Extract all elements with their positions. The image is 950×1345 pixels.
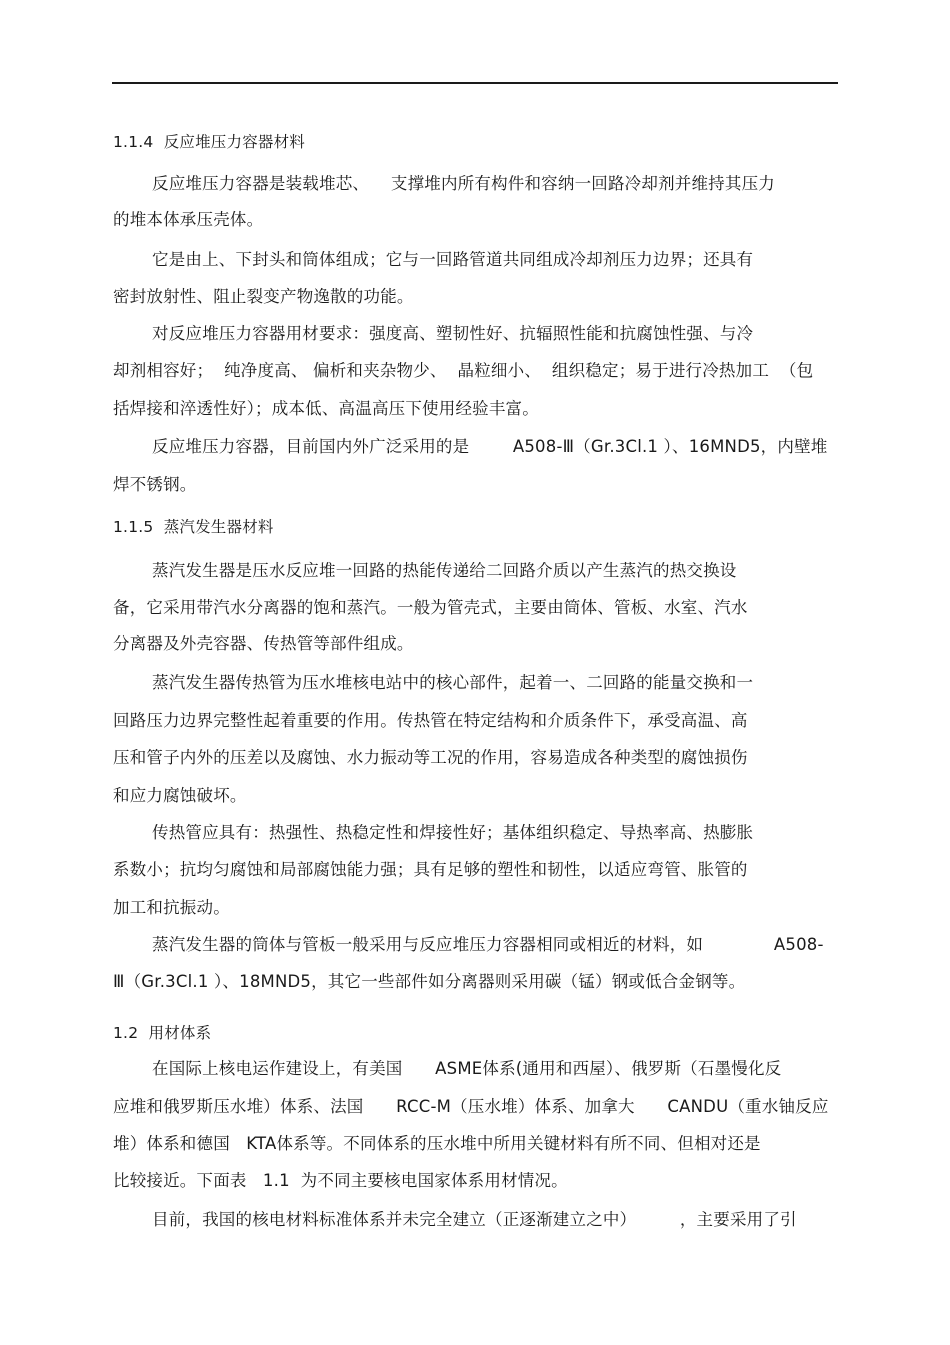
paragraph-line: 目前，我国的核电材料标准体系并未完全建立（正逐渐建立之中） ，主要采用了引 [152, 1210, 797, 1229]
paragraph-line: 应堆和俄罗斯压水堆）体系、法国 RCC-M（压水堆）体系、加拿大 CANDU（重水铀反应 [113, 1097, 829, 1116]
paragraph-line: 反应堆压力容器是装载堆芯、 支撑堆内所有构件和容纳一回路冷却剂并维持其压力 [152, 174, 775, 193]
paragraph-line: 对反应堆压力容器用材要求：强度高、塑韧性好、抗辐照性能和抗腐蚀性强、与冷 [152, 324, 754, 343]
section-heading-1-1-4: 1.1.4 反应堆压力容器材料 [113, 133, 305, 151]
paragraph-line: 分离器及外壳容器、传热管等部件组成。 [113, 634, 414, 653]
paragraph-line: 焊不锈钢。 [113, 475, 197, 494]
paragraph-line: 比较接近。下面表 1.1 为不同主要核电国家体系用材情况。 [113, 1171, 568, 1190]
section-heading-1-1-5: 1.1.5 蒸汽发生器材料 [113, 518, 274, 536]
paragraph-line: 加工和抗振动。 [113, 898, 230, 917]
paragraph-line: 反应堆压力容器，目前国内外广泛采用的是 A508-Ⅲ（Gr.3Cl.1 ）、16MND5，内壁堆 [152, 437, 828, 456]
paragraph-line: 系数小；抗均匀腐蚀和局部腐蚀能力强；具有足够的塑性和韧性，以适应弯管、胀管的 [113, 860, 748, 879]
header-rule [112, 82, 838, 84]
paragraph-line: 和应力腐蚀破坏。 [113, 786, 247, 805]
paragraph-line: 备，它采用带汽水分离器的饱和蒸汽。一般为管壳式，主要由筒体、管板、水室、汽水 [113, 598, 748, 617]
paragraph-line: 压和管子内外的压差以及腐蚀、水力振动等工况的作用，容易造成各种类型的腐蚀损伤 [113, 748, 748, 767]
paragraph-line: 蒸汽发生器是压水反应堆一回路的热能传递给二回路介质以产生蒸汽的热交换设 [152, 561, 737, 580]
paragraph-line: 传热管应具有：热强性、热稳定性和焊接性好；基体组织稳定、导热率高、热膨胀 [152, 823, 754, 842]
paragraph-line: 回路压力边界完整性起着重要的作用。传热管在特定结构和介质条件下，承受高温、高 [113, 711, 748, 730]
paragraph-line: 在国际上核电运作建设上，有美国 ASME体系(通用和西屋）、俄罗斯（石墨慢化反 [152, 1059, 782, 1078]
paragraph-line: 括焊接和淬透性好）；成本低、高温高压下使用经验丰富。 [113, 399, 539, 418]
paragraph-line: 蒸汽发生器的筒体与管板一般采用与反应堆压力容器相同或相近的材料，如 A508- [152, 935, 824, 954]
section-heading-1-2: 1.2 用材体系 [113, 1024, 212, 1042]
paragraph-line: Ⅲ（Gr.3Cl.1 ）、18MND5，其它一些部件如分离器则采用碳（锰）钢或低合金钢等。 [113, 972, 746, 991]
paragraph-line: 密封放射性、阻止裂变产物逸散的功能。 [113, 287, 414, 306]
paragraph-line: 却剂相容好； 纯净度高、 偏析和夹杂物少、 晶粒细小、 组织稳定；易于进行冷热加工 （包 [113, 361, 814, 380]
paragraph-line: 蒸汽发生器传热管为压水堆核电站中的核心部件，起着一、二回路的能量交换和一 [152, 673, 754, 692]
paragraph-line: 的堆本体承压壳体。 [113, 210, 264, 229]
paragraph-line: 堆）体系和德国 KTA体系等。不同体系的压水堆中所用关键材料有所不同、但相对还是 [113, 1134, 761, 1153]
paragraph-line: 它是由上、下封头和筒体组成；它与一回路管道共同组成冷却剂压力边界；还具有 [152, 250, 754, 269]
